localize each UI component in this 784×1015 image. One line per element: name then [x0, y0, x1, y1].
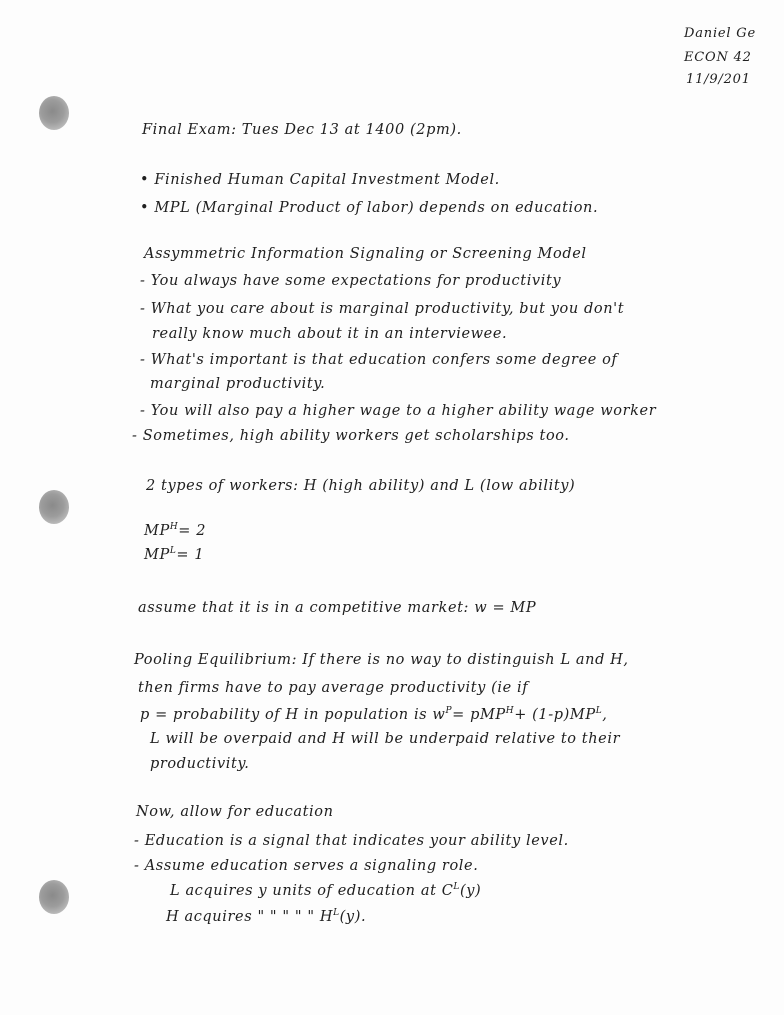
education-line: [170, 882, 481, 899]
superscript: P: [445, 706, 453, 716]
superscript: L: [453, 882, 460, 892]
formula-text: ,: [602, 706, 608, 723]
note-line: - You will also pay a higher wage to a higher ability wage worker: [140, 403, 657, 419]
section-heading: Assymmetric Information Signaling or Screening Model: [144, 246, 587, 262]
superscript: H: [505, 706, 515, 716]
formula-text: = pMP: [452, 706, 506, 723]
education-text: H acquires " " " " " H: [166, 908, 334, 925]
formula-text: p = probability of H in population is w: [140, 706, 446, 723]
note-line: - What's important is that education confers some degree of: [140, 352, 618, 368]
superscript: L: [595, 706, 603, 716]
mp-value: = 1: [176, 546, 205, 563]
exam-date-line: Final Exam: Tues Dec 13 at 1400 (2pm).: [142, 122, 462, 138]
note-line: - Sometimes, high ability workers get scholarships too.: [132, 428, 570, 444]
note-line: - Assume education serves a signaling role.: [134, 858, 479, 874]
punch-hole: [39, 96, 69, 130]
note-line: - Education is a signal that indicates your ability level.: [134, 833, 569, 849]
education-text: (y): [460, 882, 482, 899]
worker-types-line: 2 types of workers: H (high ability) and L (low ability): [146, 478, 576, 494]
note-line: - What you care about is marginal productivity, but you don't: [140, 301, 625, 317]
note-line: productivity.: [150, 756, 250, 772]
superscript: L: [169, 546, 177, 556]
bullet-line: • MPL (Marginal Product of labor) depends on education.: [140, 200, 599, 216]
note-line: L will be overpaid and H will be underpaid relative to their: [150, 731, 621, 747]
note-date: 11/9/201: [686, 72, 751, 87]
mp-label: MP: [144, 546, 170, 563]
superscript: H: [169, 522, 179, 532]
note-line: marginal productivity.: [150, 376, 326, 392]
formula-line: [140, 706, 608, 723]
formula-text: + (1-p)MP: [514, 706, 596, 723]
note-line: - You always have some expectations for productivity: [140, 273, 562, 289]
mp-low-line: [144, 546, 204, 563]
mp-value: = 2: [178, 522, 207, 539]
education-text: L acquires y units of education at C: [170, 882, 454, 899]
education-line: [166, 908, 366, 925]
punch-hole: [39, 490, 69, 524]
note-line: then firms have to pay average productivity (ie if: [138, 680, 529, 696]
author-name: Daniel Ge: [684, 26, 756, 41]
note-line: really know much about it in an interviewee.: [152, 326, 508, 342]
mp-high-line: [144, 522, 206, 539]
bullet-line: • Finished Human Capital Investment Model.: [140, 172, 500, 188]
mp-label: MP: [144, 522, 170, 539]
assumption-line: assume that it is in a competitive market: w = MP: [138, 600, 537, 616]
superscript: L: [333, 908, 340, 918]
course-code: ECON 42: [684, 50, 752, 65]
pooling-heading: Pooling Equilibrium: If there is no way to distinguish L and H,: [134, 652, 629, 668]
punch-hole: [39, 880, 69, 914]
education-text: (y).: [339, 908, 367, 925]
section-heading: Now, allow for education: [136, 804, 334, 820]
